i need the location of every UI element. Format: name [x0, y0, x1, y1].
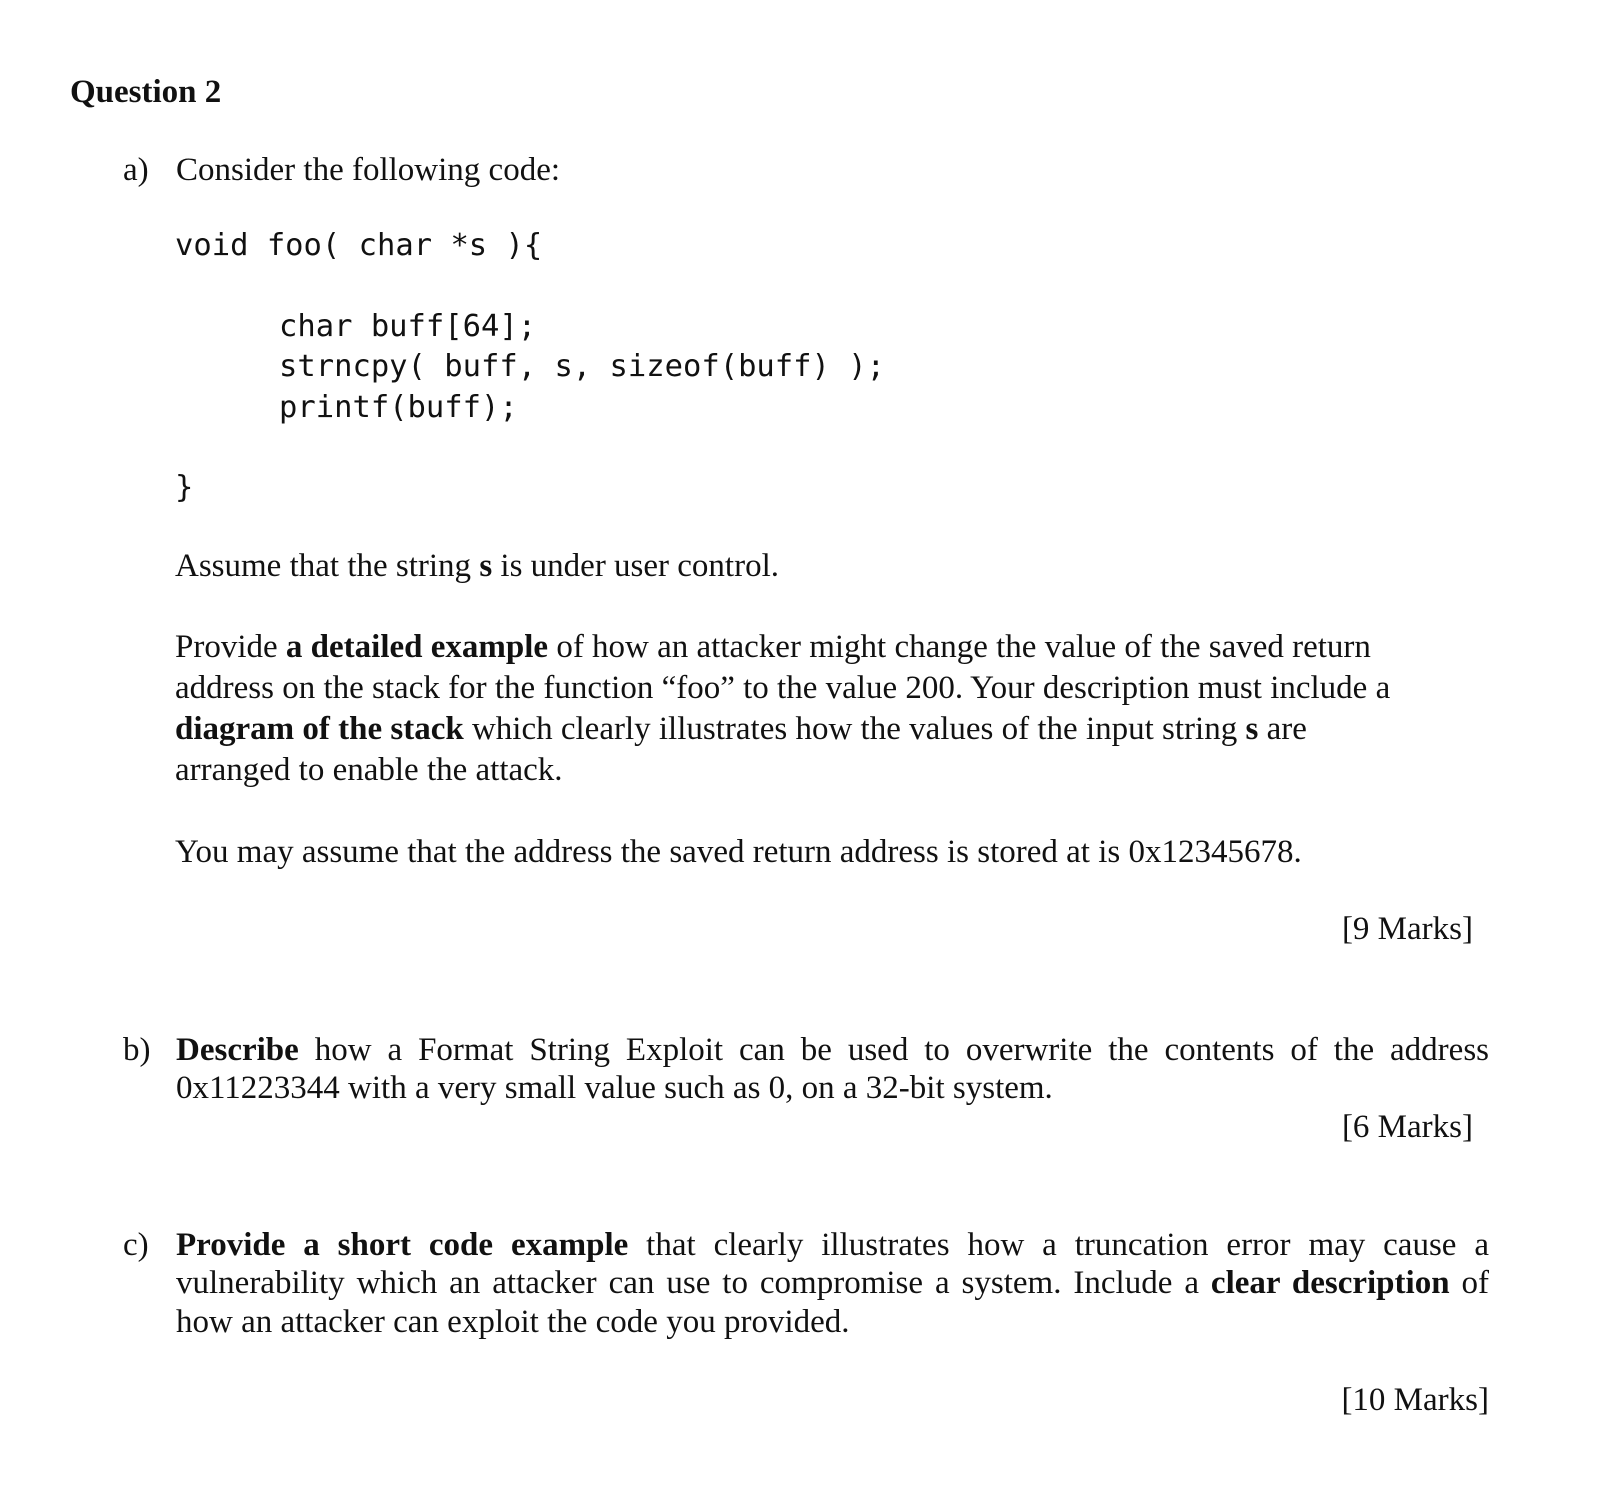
part-c-line-2: vulnerability which an attacker can use to compromise a system. Include a clear description of	[176, 1265, 1489, 1301]
question-title: Question 2	[70, 74, 222, 110]
part-a-label: a)	[123, 152, 149, 188]
address-note: You may assume that the address the saved return address is stored at is 0x12345678.	[175, 834, 1302, 870]
code-line-1: void foo( char *s ){	[175, 228, 543, 263]
code-line-4: printf(buff);	[279, 390, 518, 425]
part-b-line-2: 0x11223344 with a very small value such as 0, on a 32-bit system.	[176, 1070, 1053, 1106]
part-b-label: b)	[123, 1032, 151, 1068]
part-c-label: c)	[123, 1227, 149, 1263]
provide-line-1: Provide a detailed example of how an attacker might change the value of the saved return	[175, 629, 1371, 665]
code-line-3: strncpy( buff, s, sizeof(buff) );	[279, 349, 885, 384]
assume-text: Assume that the string s is under user control.	[175, 548, 780, 584]
provide-line-3: diagram of the stack which clearly illustrates how the values of the input string s are	[175, 711, 1307, 747]
provide-line-2: address on the stack for the function “foo” to the value 200. Your description must include a	[175, 670, 1391, 706]
code-line-5: }	[175, 470, 194, 505]
part-c-marks: [10 Marks]	[1341, 1382, 1489, 1418]
part-b-marks: [6 Marks]	[1341, 1109, 1473, 1145]
provide-line-4: arranged to enable the attack.	[175, 752, 563, 788]
part-c-line-1: Provide a short code example that clearly illustrates how a truncation error may cause a	[176, 1227, 1489, 1263]
part-c-line-3: how an attacker can exploit the code you provided.	[176, 1304, 850, 1340]
part-b-line-1: Describe how a Format String Exploit can be used to overwrite the contents of the address	[176, 1032, 1489, 1068]
code-line-2: char buff[64];	[279, 309, 537, 344]
part-a-marks: [9 Marks]	[1341, 911, 1473, 947]
part-a-intro: Consider the following code:	[176, 152, 561, 188]
